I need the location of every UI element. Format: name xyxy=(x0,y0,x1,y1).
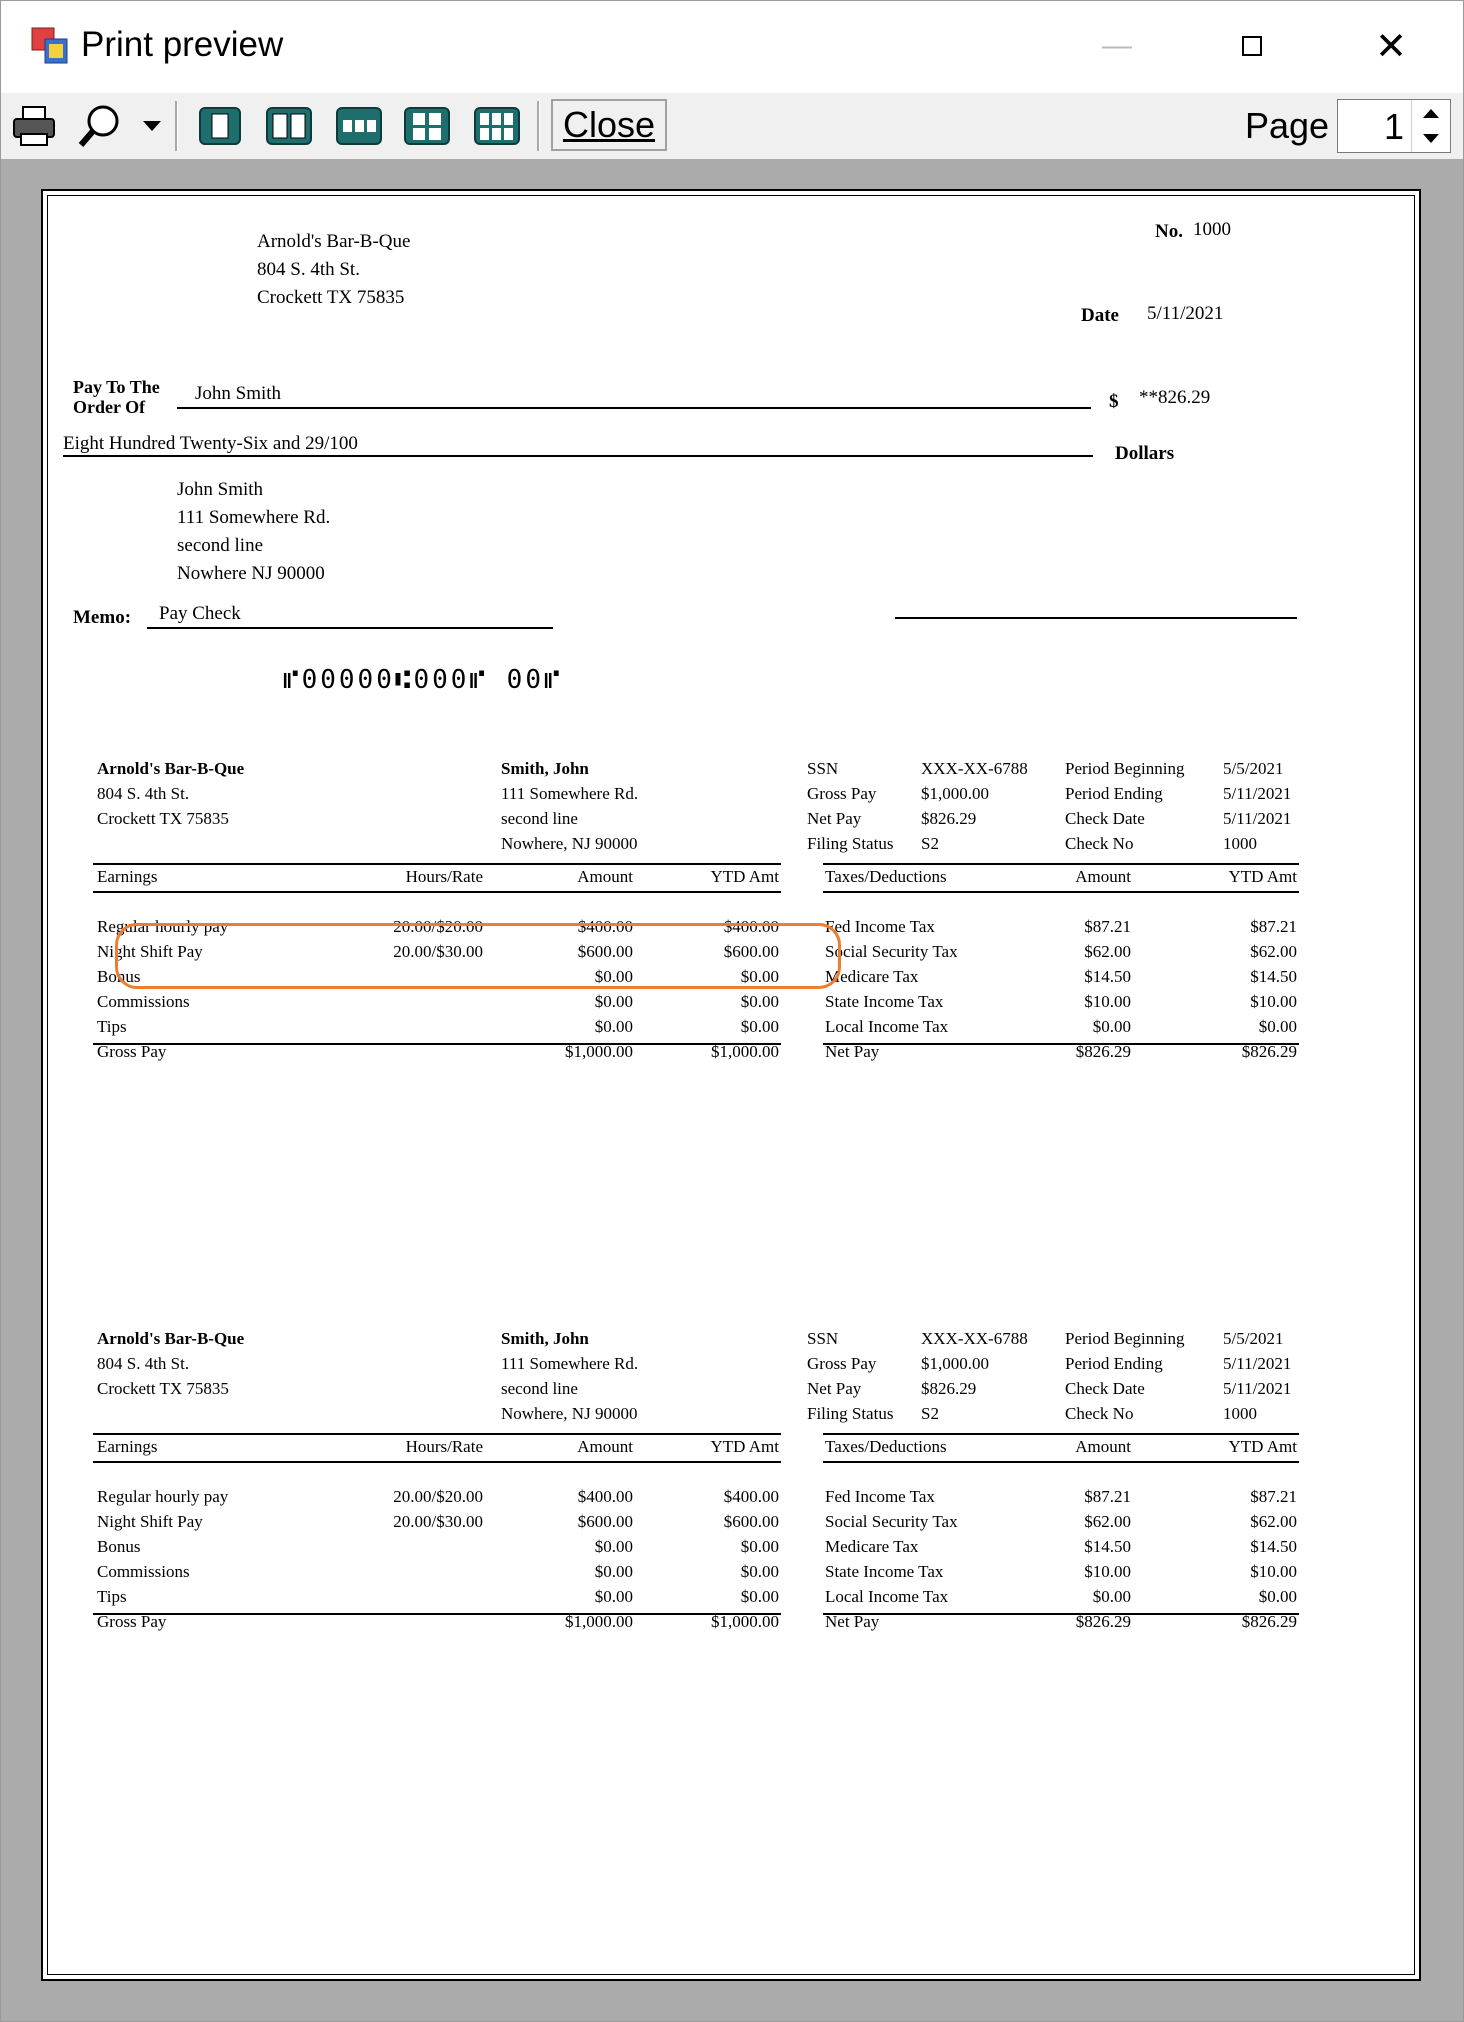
stub-header-rule xyxy=(823,1461,1299,1463)
stub-info-value: $826.29 xyxy=(921,809,977,828)
earnings-cell: $600.00 xyxy=(723,942,779,961)
memo-text: Pay Check xyxy=(159,603,241,624)
three-pages-button[interactable] xyxy=(333,103,385,149)
stub-employee-line: Smith, John xyxy=(501,1329,589,1348)
earnings-header: Amount xyxy=(577,867,633,886)
stub-period-value: 5/5/2021 xyxy=(1223,1329,1284,1348)
earnings-cell: Tips xyxy=(97,1587,127,1606)
stub-info-label: Net Pay xyxy=(807,809,862,828)
stub-info-value: XXX-XX-6788 xyxy=(921,759,1028,778)
earnings-cell: Bonus xyxy=(97,1537,141,1556)
stub-period-value: 5/11/2021 xyxy=(1223,1379,1292,1398)
earnings-cell: 20.00/$20.00 xyxy=(393,917,483,936)
stub-period-label: Check Date xyxy=(1065,809,1145,828)
printer-icon xyxy=(11,104,57,148)
tax-header: Amount xyxy=(1075,867,1131,886)
earnings-total: $1,000.00 xyxy=(565,1042,633,1061)
earnings-cell: $0.00 xyxy=(594,967,633,986)
earnings-cell: Commissions xyxy=(97,992,190,1011)
signature-line xyxy=(895,617,1297,619)
app-icon xyxy=(31,27,69,65)
stub-header-rule xyxy=(823,863,1299,865)
tax-cell: Local Income Tax xyxy=(825,1587,949,1606)
one-page-icon xyxy=(198,106,242,146)
window-title: Print preview xyxy=(81,25,284,64)
stub-info-label: SSN xyxy=(807,759,839,778)
earnings-cell: 20.00/$30.00 xyxy=(393,1512,483,1531)
stub-employer-line: Arnold's Bar-B-Que xyxy=(97,1329,245,1348)
toolbar xyxy=(1,93,1463,160)
tax-header: Taxes/Deductions xyxy=(825,1437,947,1456)
earnings-cell: $0.00 xyxy=(740,1537,779,1556)
dropdown-arrow-icon xyxy=(143,121,161,133)
stub-info-value: S2 xyxy=(921,1404,939,1423)
zoom-button[interactable] xyxy=(75,101,125,151)
stub-period-value: 5/11/2021 xyxy=(1223,784,1292,803)
order-of-label: Order Of xyxy=(73,397,146,417)
check-company-line: Arnold's Bar-B-Que xyxy=(257,231,411,252)
stub-employee-line: second line xyxy=(501,1379,578,1398)
tax-cell: $0.00 xyxy=(1092,1017,1131,1036)
net-pay-total: $826.29 xyxy=(1241,1612,1297,1631)
earnings-cell: Regular hourly pay xyxy=(97,917,229,936)
earnings-cell: $0.00 xyxy=(740,967,779,986)
stub-employee-line: Nowhere, NJ 90000 xyxy=(501,834,638,853)
tax-cell: $0.00 xyxy=(1258,1587,1297,1606)
tax-cell: Fed Income Tax xyxy=(825,1487,935,1506)
tax-header: Amount xyxy=(1075,1437,1131,1456)
tax-cell: $0.00 xyxy=(1092,1587,1131,1606)
stub-period-value: 5/11/2021 xyxy=(1223,1354,1292,1373)
net-pay-total: $826.29 xyxy=(1075,1612,1131,1631)
payee-address-line: 111 Somewhere Rd. xyxy=(177,507,331,528)
tax-cell: Medicare Tax xyxy=(825,1537,919,1556)
dollar-sign: $ xyxy=(1109,391,1119,412)
net-pay-total: Net Pay xyxy=(825,1612,880,1631)
stub-employee-line: second line xyxy=(501,809,578,828)
tax-cell: $14.50 xyxy=(1084,967,1131,986)
stub-employee-line: Nowhere, NJ 90000 xyxy=(501,1404,638,1423)
stub-info-value: XXX-XX-6788 xyxy=(921,1329,1028,1348)
tax-cell: $62.00 xyxy=(1084,1512,1131,1531)
earnings-cell: Regular hourly pay xyxy=(97,1487,229,1506)
tax-cell: $62.00 xyxy=(1250,942,1297,961)
stub-header-rule xyxy=(93,1461,781,1463)
tax-cell: $14.50 xyxy=(1250,1537,1297,1556)
payee-line xyxy=(177,407,1091,409)
check-company-line: 804 S. 4th St. xyxy=(257,259,360,280)
stub-info-value: S2 xyxy=(921,834,939,853)
payee-address-line: John Smith xyxy=(177,479,264,500)
net-pay-total: $826.29 xyxy=(1241,1042,1297,1061)
payee-name: John Smith xyxy=(195,383,282,404)
stub-period-label: Period Beginning xyxy=(1065,1329,1185,1348)
zoom-icon xyxy=(77,103,123,149)
check-number: 1000 xyxy=(1193,219,1231,240)
stub-info-label: Filing Status xyxy=(807,1404,894,1423)
tax-cell: $87.21 xyxy=(1250,1487,1297,1506)
dollars-label: Dollars xyxy=(1115,443,1175,464)
payee-address-line: Nowhere NJ 90000 xyxy=(177,563,325,584)
tax-cell: $10.00 xyxy=(1250,1562,1297,1581)
earnings-cell: $400.00 xyxy=(723,917,779,936)
tax-cell: State Income Tax xyxy=(825,1562,944,1581)
earnings-cell: Bonus xyxy=(97,967,141,986)
earnings-header: YTD Amt xyxy=(710,1437,779,1456)
earnings-total: $1,000.00 xyxy=(565,1612,633,1631)
earnings-cell: 20.00/$20.00 xyxy=(393,1487,483,1506)
window-close-button[interactable]: ✕ xyxy=(1375,25,1407,68)
stub-period-label: Check No xyxy=(1065,834,1134,853)
tax-cell: $87.21 xyxy=(1250,917,1297,936)
stub-employer-line: Arnold's Bar-B-Que xyxy=(97,759,245,778)
zoom-dropdown-button[interactable] xyxy=(137,107,167,147)
tax-header: YTD Amt xyxy=(1228,867,1297,886)
tax-header: YTD Amt xyxy=(1228,1437,1297,1456)
earnings-cell: $600.00 xyxy=(577,1512,633,1531)
stub-info-label: Gross Pay xyxy=(807,1354,877,1373)
tax-cell: $10.00 xyxy=(1084,992,1131,1011)
page-number-spinner[interactable] xyxy=(1337,99,1451,153)
stub-info-label: Net Pay xyxy=(807,1379,862,1398)
toolbar-separator xyxy=(175,101,178,151)
spin-up-icon[interactable] xyxy=(1412,100,1450,126)
earnings-cell: $0.00 xyxy=(740,1587,779,1606)
check-amount: **826.29 xyxy=(1139,387,1211,408)
check-number-label: No. xyxy=(1155,221,1183,242)
earnings-cell: $0.00 xyxy=(740,992,779,1011)
check-company-line: Crockett TX 75835 xyxy=(257,287,405,308)
tax-header: Taxes/Deductions xyxy=(825,867,947,886)
net-pay-total: $826.29 xyxy=(1075,1042,1131,1061)
earnings-cell: $0.00 xyxy=(594,992,633,1011)
title-bar xyxy=(1,1,1463,93)
micr-line: ⑈00000⑆000⑈ 00⑈ xyxy=(283,665,563,695)
page-border xyxy=(47,195,1415,1975)
earnings-cell: Night Shift Pay xyxy=(97,942,203,961)
four-pages-button[interactable] xyxy=(401,103,453,149)
stub-period-label: Check Date xyxy=(1065,1379,1145,1398)
earnings-header: Amount xyxy=(577,1437,633,1456)
check-date-label: Date xyxy=(1081,305,1119,326)
stub-period-label: Period Beginning xyxy=(1065,759,1185,778)
earnings-cell: $0.00 xyxy=(594,1562,633,1581)
earnings-total: $1,000.00 xyxy=(711,1042,779,1061)
tax-cell: $87.21 xyxy=(1084,917,1131,936)
spinner-arrows[interactable] xyxy=(1411,100,1450,152)
preview-area[interactable] xyxy=(1,159,1463,2021)
stub-period-label: Check No xyxy=(1065,1404,1134,1423)
tax-cell: Local Income Tax xyxy=(825,1017,949,1036)
earnings-cell: $0.00 xyxy=(740,1017,779,1036)
page-number-value[interactable]: 1 xyxy=(1383,106,1404,147)
stub-employee-line: 111 Somewhere Rd. xyxy=(501,784,639,803)
stub-period-value: 1000 xyxy=(1223,834,1257,853)
stub-period-label: Period Ending xyxy=(1065,1354,1163,1373)
check-date: 5/11/2021 xyxy=(1147,303,1224,324)
tax-cell: $10.00 xyxy=(1250,992,1297,1011)
tax-cell: Medicare Tax xyxy=(825,967,919,986)
earnings-header: Hours/Rate xyxy=(405,1437,483,1456)
stub-header-rule xyxy=(823,891,1299,893)
three-pages-icon xyxy=(335,106,383,146)
four-pages-icon xyxy=(403,106,451,146)
earnings-header: Hours/Rate xyxy=(405,867,483,886)
two-pages-button[interactable] xyxy=(263,103,315,149)
minimize-button[interactable]: — xyxy=(1102,29,1132,62)
tax-cell: $62.00 xyxy=(1250,1512,1297,1531)
amount-words: Eight Hundred Twenty-Six and 29/100 xyxy=(63,433,358,454)
earnings-total: Gross Pay xyxy=(97,1612,167,1631)
stub-employer-line: Crockett TX 75835 xyxy=(97,1379,229,1398)
earnings-cell: $600.00 xyxy=(577,942,633,961)
tax-cell: $0.00 xyxy=(1258,1017,1297,1036)
stub-employee-line: Smith, John xyxy=(501,759,589,778)
amount-words-line xyxy=(63,455,1093,457)
earnings-cell: $600.00 xyxy=(723,1512,779,1531)
tax-cell: $10.00 xyxy=(1084,1562,1131,1581)
earnings-cell: Tips xyxy=(97,1017,127,1036)
tax-cell: Social Security Tax xyxy=(825,942,958,961)
earnings-header: Earnings xyxy=(97,1437,158,1456)
stub-header-rule xyxy=(93,863,781,865)
one-page-button[interactable] xyxy=(197,103,243,149)
stub-employer-line: 804 S. 4th St. xyxy=(97,1354,190,1373)
earnings-cell: $400.00 xyxy=(723,1487,779,1506)
stub-header-rule xyxy=(93,1433,781,1435)
stub-header-rule xyxy=(823,1433,1299,1435)
stub-period-value: 5/5/2021 xyxy=(1223,759,1284,778)
maximize-button[interactable] xyxy=(1212,11,1292,81)
earnings-header: Earnings xyxy=(97,867,158,886)
earnings-cell: 20.00/$30.00 xyxy=(393,942,483,961)
memo-line xyxy=(147,627,553,629)
stub-employee-line: 111 Somewhere Rd. xyxy=(501,1354,639,1373)
earnings-cell: $400.00 xyxy=(577,917,633,936)
payee-address-line: second line xyxy=(177,535,264,556)
maximize-icon xyxy=(1241,35,1263,57)
stub-period-label: Period Ending xyxy=(1065,784,1163,803)
close-preview-button[interactable]: Close xyxy=(551,99,667,151)
tax-cell: Fed Income Tax xyxy=(825,917,935,936)
stub-info-label: Gross Pay xyxy=(807,784,877,803)
tax-cell: State Income Tax xyxy=(825,992,944,1011)
stub-employer-line: 804 S. 4th St. xyxy=(97,784,190,803)
earnings-cell: $400.00 xyxy=(577,1487,633,1506)
six-pages-button[interactable] xyxy=(471,103,523,149)
stub-header-rule xyxy=(93,891,781,893)
stub-info-value: $826.29 xyxy=(921,1379,977,1398)
six-pages-icon xyxy=(473,106,521,146)
annotation-highlight xyxy=(115,923,841,989)
stub-period-value: 1000 xyxy=(1223,1404,1257,1423)
page-label: Page xyxy=(1245,105,1330,146)
tax-cell: Social Security Tax xyxy=(825,1512,958,1531)
tax-cell: $14.50 xyxy=(1250,967,1297,986)
earnings-cell: Night Shift Pay xyxy=(97,1512,203,1531)
earnings-cell: $0.00 xyxy=(594,1587,633,1606)
earnings-cell: Commissions xyxy=(97,1562,190,1581)
earnings-cell: $0.00 xyxy=(594,1017,633,1036)
tax-cell: $62.00 xyxy=(1084,942,1131,961)
two-pages-icon xyxy=(265,106,313,146)
memo-label: Memo: xyxy=(73,607,132,628)
stub-employer-line: Crockett TX 75835 xyxy=(97,809,229,828)
earnings-header: YTD Amt xyxy=(710,867,779,886)
earnings-total: Gross Pay xyxy=(97,1042,167,1061)
stub-info-label: SSN xyxy=(807,1329,839,1348)
stub-info-value: $1,000.00 xyxy=(921,1354,989,1373)
earnings-total: $1,000.00 xyxy=(711,1612,779,1631)
spin-down-icon[interactable] xyxy=(1412,126,1450,152)
earnings-cell: $0.00 xyxy=(594,1537,633,1556)
tax-cell: $14.50 xyxy=(1084,1537,1131,1556)
stub-info-value: $1,000.00 xyxy=(921,784,989,803)
stub-period-value: 5/11/2021 xyxy=(1223,809,1292,828)
earnings-cell: $0.00 xyxy=(740,1562,779,1581)
net-pay-total: Net Pay xyxy=(825,1042,880,1061)
page-sheet xyxy=(41,189,1421,1981)
pay-to-label: Pay To The xyxy=(73,377,160,397)
toolbar-separator xyxy=(537,101,540,151)
tax-cell: $87.21 xyxy=(1084,1487,1131,1506)
stub-info-label: Filing Status xyxy=(807,834,894,853)
print-button[interactable] xyxy=(9,101,59,151)
